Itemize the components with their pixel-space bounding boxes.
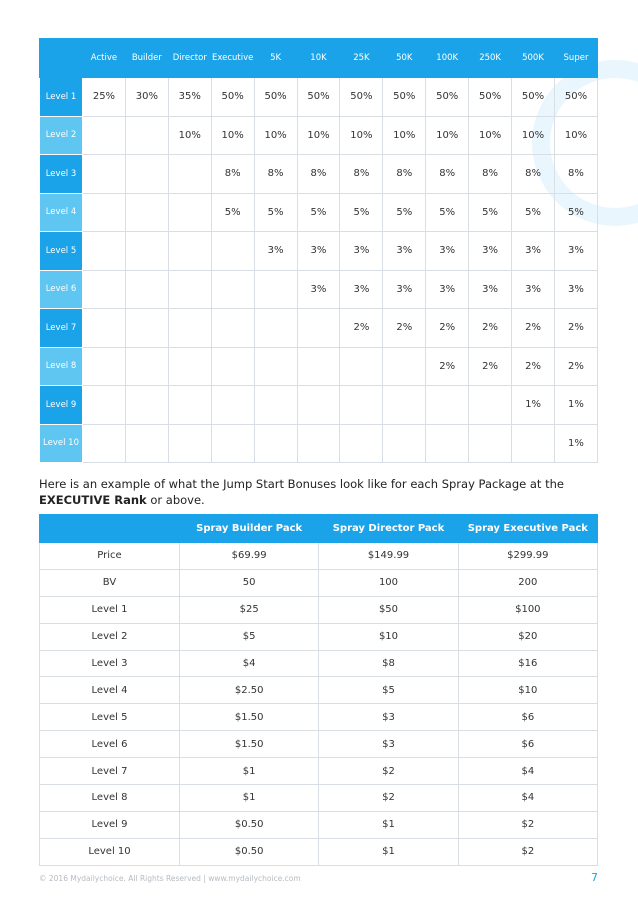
table-cell: 2% — [340, 309, 383, 348]
table-row — [40, 78, 598, 117]
table-cell: $50 — [319, 596, 458, 623]
table-cell: 5% — [383, 193, 426, 232]
table-cell: 10% — [469, 116, 512, 155]
table-cell: 8% — [340, 155, 383, 194]
row-label: Level 2 — [40, 623, 180, 650]
table-cell — [83, 424, 126, 463]
table-cell — [254, 386, 297, 425]
table-cell: 8% — [469, 155, 512, 194]
table-cell — [211, 309, 254, 348]
column-header: Builder — [125, 39, 168, 78]
row-label: Level 10 — [40, 838, 180, 865]
table-cell: $1 — [180, 758, 319, 785]
table-cell: $1.50 — [180, 704, 319, 731]
row-label: Level 1 — [40, 596, 180, 623]
table-cell — [125, 386, 168, 425]
table-cell: 3% — [297, 232, 340, 271]
table-cell: 200 — [458, 569, 597, 596]
table-cell — [254, 309, 297, 348]
table-cell: $8 — [319, 650, 458, 677]
table-cell: $3 — [319, 704, 458, 731]
intro-text-after: or above. — [146, 493, 205, 507]
table-cell: 10% — [554, 116, 597, 155]
table-cell: 50% — [469, 78, 512, 117]
table-cell: 5% — [554, 193, 597, 232]
table-cell: 10% — [340, 116, 383, 155]
table-cell: 2% — [383, 309, 426, 348]
table-cell: 8% — [426, 155, 469, 194]
table-row — [40, 731, 598, 758]
table-cell: $149.99 — [319, 543, 458, 570]
table-cell: 2% — [554, 347, 597, 386]
row-label: Level 8 — [40, 785, 180, 812]
column-header: 100K — [426, 39, 469, 78]
table-row — [40, 623, 598, 650]
table-cell: $16 — [458, 650, 597, 677]
table-cell — [83, 232, 126, 271]
table-cell: 5% — [254, 193, 297, 232]
table-row — [40, 838, 598, 865]
table-cell: 30% — [125, 78, 168, 117]
table-cell — [83, 386, 126, 425]
table-cell — [125, 424, 168, 463]
table-cell: 50% — [297, 78, 340, 117]
table-cell — [168, 309, 211, 348]
table-row — [40, 155, 598, 194]
table-cell — [512, 424, 555, 463]
table-cell: $4 — [180, 650, 319, 677]
table-row — [40, 232, 598, 271]
table-cell — [168, 155, 211, 194]
table-cell — [340, 386, 383, 425]
jump-start-bonus-table — [39, 514, 598, 866]
table-cell: 5% — [297, 193, 340, 232]
column-header: 5K — [254, 39, 297, 78]
table-cell: 5% — [512, 193, 555, 232]
row-label: Level 10 — [40, 424, 83, 463]
table-cell: 2% — [469, 347, 512, 386]
table-row — [40, 785, 598, 812]
row-label: Level 8 — [40, 347, 83, 386]
table-cell — [168, 232, 211, 271]
table-cell: 8% — [297, 155, 340, 194]
table-cell: 10% — [297, 116, 340, 155]
table-cell: 50 — [180, 569, 319, 596]
table-row — [40, 596, 598, 623]
row-label: Level 4 — [40, 193, 83, 232]
column-header: Director — [168, 39, 211, 78]
commission-table — [39, 38, 598, 463]
intro-text: Here is an example of what the Jump Start Bonuses look like for each Spray Package at the — [39, 477, 564, 491]
table-cell — [383, 347, 426, 386]
row-label: BV — [40, 569, 180, 596]
table-cell: 10% — [168, 116, 211, 155]
table-row — [40, 116, 598, 155]
column-header: 500K — [512, 39, 555, 78]
table-cell: $2 — [458, 811, 597, 838]
table-cell: 1% — [512, 386, 555, 425]
table-cell: $10 — [458, 677, 597, 704]
column-header: Executive — [211, 39, 254, 78]
table-cell: $5 — [180, 623, 319, 650]
table-cell: 3% — [512, 270, 555, 309]
table-row — [40, 309, 598, 348]
table-row — [40, 677, 598, 704]
table-cell: $2 — [319, 785, 458, 812]
column-header: 50K — [383, 39, 426, 78]
row-label: Level 9 — [40, 386, 83, 425]
row-label: Level 3 — [40, 650, 180, 677]
table-cell — [83, 270, 126, 309]
table-cell: $6 — [458, 731, 597, 758]
table-cell — [83, 193, 126, 232]
table-cell: $4 — [458, 785, 597, 812]
table-row — [40, 386, 598, 425]
table-cell: $20 — [458, 623, 597, 650]
table-row — [40, 193, 598, 232]
table-cell: $1 — [319, 838, 458, 865]
row-label: Price — [40, 543, 180, 570]
table-cell: 3% — [340, 270, 383, 309]
table-cell: 3% — [383, 232, 426, 271]
table-cell: 1% — [554, 424, 597, 463]
row-label: Level 1 — [40, 78, 83, 117]
table-cell: $2 — [319, 758, 458, 785]
intro-bold-rank: EXECUTIVE Rank — [39, 493, 147, 507]
row-label: Level 9 — [40, 811, 180, 838]
table-cell — [125, 116, 168, 155]
table-row — [40, 270, 598, 309]
table-cell: $2.50 — [180, 677, 319, 704]
table-cell — [297, 386, 340, 425]
table-cell: $1.50 — [180, 731, 319, 758]
table-cell: $0.50 — [180, 838, 319, 865]
table-cell — [125, 232, 168, 271]
table-cell: 3% — [512, 232, 555, 271]
table-cell: 2% — [469, 309, 512, 348]
table-cell: 3% — [340, 232, 383, 271]
column-header: Active — [83, 39, 126, 78]
row-label: Level 7 — [40, 758, 180, 785]
bonus-corner-cell — [40, 515, 180, 543]
table-cell — [125, 347, 168, 386]
row-label: Level 5 — [40, 232, 83, 271]
table-cell: 10% — [383, 116, 426, 155]
table-cell: 8% — [211, 155, 254, 194]
row-label: Level 4 — [40, 677, 180, 704]
table-cell: $2 — [458, 838, 597, 865]
table-row — [40, 758, 598, 785]
table-cell — [125, 155, 168, 194]
intro-paragraph — [39, 476, 599, 508]
table-cell — [83, 116, 126, 155]
table-cell: 3% — [297, 270, 340, 309]
bonus-column-header: Spray Builder Pack — [180, 515, 319, 543]
table-cell — [340, 347, 383, 386]
table-cell: 3% — [254, 232, 297, 271]
table-cell — [125, 193, 168, 232]
table-cell — [469, 424, 512, 463]
column-header: 250K — [469, 39, 512, 78]
table-row — [40, 569, 598, 596]
table-row — [40, 347, 598, 386]
footer-copyright: © 2016 Mydailychoice. All Rights Reserved | www.mydailychoice.com — [39, 874, 301, 883]
table-cell — [297, 424, 340, 463]
table-cell: 8% — [554, 155, 597, 194]
table-cell: 5% — [469, 193, 512, 232]
table-cell — [125, 309, 168, 348]
table-cell: 2% — [554, 309, 597, 348]
table-cell: 50% — [426, 78, 469, 117]
table-row — [40, 543, 598, 570]
table-cell — [168, 270, 211, 309]
table-cell — [254, 347, 297, 386]
table-cell: 10% — [211, 116, 254, 155]
row-label: Level 6 — [40, 270, 83, 309]
table-cell: $1 — [319, 811, 458, 838]
table-cell: 1% — [554, 386, 597, 425]
table-cell: $69.99 — [180, 543, 319, 570]
table-cell: $5 — [319, 677, 458, 704]
table-cell: 3% — [383, 270, 426, 309]
table-cell: $299.99 — [458, 543, 597, 570]
table-cell: 2% — [512, 347, 555, 386]
table-cell — [83, 347, 126, 386]
table-cell — [211, 270, 254, 309]
page-number: 7 — [591, 871, 598, 884]
table-cell — [383, 424, 426, 463]
table-cell: 3% — [426, 270, 469, 309]
table-cell — [211, 386, 254, 425]
table-cell: 3% — [426, 232, 469, 271]
table-cell: 25% — [83, 78, 126, 117]
table-cell: $3 — [319, 731, 458, 758]
table-row — [40, 811, 598, 838]
row-label: Level 5 — [40, 704, 180, 731]
table-cell — [340, 424, 383, 463]
table-cell — [254, 270, 297, 309]
table-cell: 5% — [211, 193, 254, 232]
table-cell: 10% — [512, 116, 555, 155]
table-cell: 50% — [383, 78, 426, 117]
table-cell: 100 — [319, 569, 458, 596]
table-cell — [254, 424, 297, 463]
commission-header-row — [40, 39, 598, 78]
table-cell: 8% — [383, 155, 426, 194]
table-cell: 2% — [512, 309, 555, 348]
table-cell: 50% — [554, 78, 597, 117]
table-cell — [83, 155, 126, 194]
table-cell — [168, 193, 211, 232]
bonus-column-header: Spray Executive Pack — [458, 515, 597, 543]
bonus-column-header: Spray Director Pack — [319, 515, 458, 543]
table-cell: 50% — [340, 78, 383, 117]
table-cell: 3% — [554, 232, 597, 271]
table-cell: 35% — [168, 78, 211, 117]
table-cell: $1 — [180, 785, 319, 812]
table-cell: 3% — [469, 270, 512, 309]
table-cell — [426, 424, 469, 463]
table-cell — [168, 386, 211, 425]
table-row — [40, 650, 598, 677]
row-label: Level 6 — [40, 731, 180, 758]
table-cell: 8% — [254, 155, 297, 194]
row-label: Level 3 — [40, 155, 83, 194]
table-cell — [211, 347, 254, 386]
column-header: 10K — [297, 39, 340, 78]
table-row — [40, 704, 598, 731]
table-cell: $0.50 — [180, 811, 319, 838]
table-row — [40, 424, 598, 463]
table-cell: 50% — [211, 78, 254, 117]
table-cell: $6 — [458, 704, 597, 731]
table-cell — [297, 347, 340, 386]
table-cell: 2% — [426, 309, 469, 348]
table-cell — [125, 270, 168, 309]
table-cell — [211, 232, 254, 271]
table-cell: 8% — [512, 155, 555, 194]
table-cell: 50% — [254, 78, 297, 117]
table-cell: 2% — [426, 347, 469, 386]
table-cell: $10 — [319, 623, 458, 650]
row-label: Level 2 — [40, 116, 83, 155]
table-cell — [168, 347, 211, 386]
column-header: 25K — [340, 39, 383, 78]
corner-cell — [40, 39, 83, 78]
table-cell — [211, 424, 254, 463]
row-label: Level 7 — [40, 309, 83, 348]
table-cell: $100 — [458, 596, 597, 623]
table-cell: 3% — [554, 270, 597, 309]
table-cell — [469, 386, 512, 425]
table-cell — [83, 309, 126, 348]
table-cell — [383, 386, 426, 425]
table-cell: 10% — [426, 116, 469, 155]
bonus-header-row — [40, 515, 598, 543]
table-cell: $4 — [458, 758, 597, 785]
table-cell: 10% — [254, 116, 297, 155]
table-cell: $25 — [180, 596, 319, 623]
table-cell — [168, 424, 211, 463]
table-cell: 3% — [469, 232, 512, 271]
column-header: Super — [554, 39, 597, 78]
table-cell — [297, 309, 340, 348]
table-cell: 50% — [512, 78, 555, 117]
table-cell: 5% — [426, 193, 469, 232]
table-cell: 5% — [340, 193, 383, 232]
table-cell — [426, 386, 469, 425]
